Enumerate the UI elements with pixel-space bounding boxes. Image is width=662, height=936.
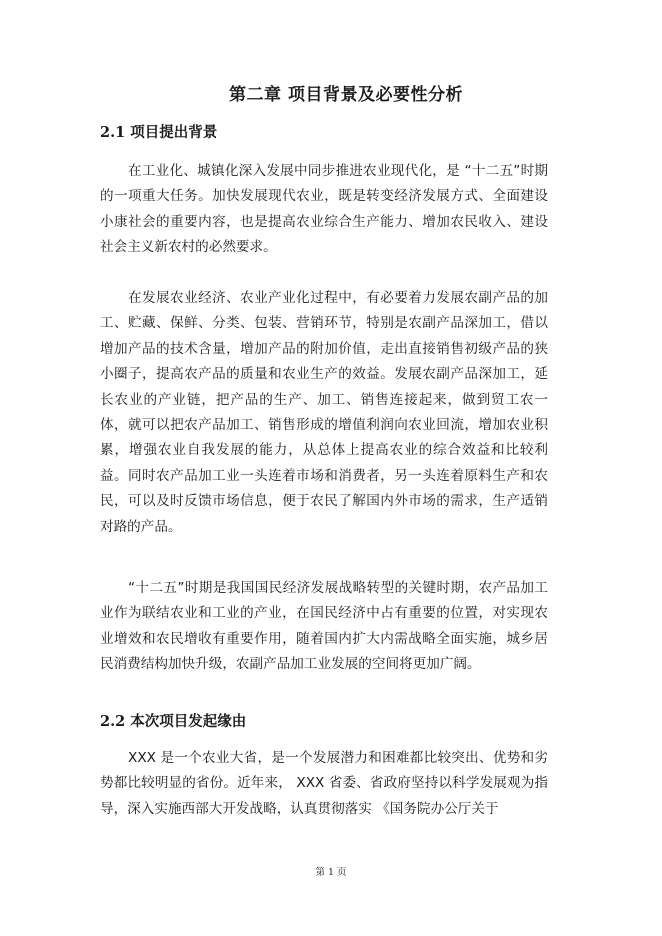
paragraph-2-1-1: 在工业化、城镇化深入发展中同步推进农业现代化，是 “十二五”时期的一项重大任务。加快发展现代农业，既是转变经济发展方式、全面建设小康社会的重要内容，也是提高农业综合生产能力、增加农民收入、建设社会主义新农村的必然要求。 xyxy=(100,163,548,256)
paragraph-2-1-2: 在发展农业经济、农业产业化过程中，有必要着力发展农副产品的加工、贮藏、保鲜、分类、包装、营销环节，特别是农副产品深加工，借以增加产品的技术含量，增加产品的附加价值，走出直接销售初级产品的狭小圈子，提高农产品的质量和农业生产的效益。发展农副产品深加工，延长农业的产业链，把产品的生产、加工、销售连接起来，做到贸工农一体，就可以把农产品加工、销售形成的增值利润向农业回流，增加农业积累，增强农业自我发展的能力，从总体上提高农业的综合效益和比较利益。同时农产品加工业一头连着市场和消费者，另一头连着原料生产和农民，可以及时反馈市场信息，便于农民了解国内外市场的需求，生产适销对路的产品。 xyxy=(100,290,548,535)
paragraph-2-2-1: XXX 是一个农业大省，是一个发展潜力和困难都比较突出、优势和劣势都比较明显的省份。近年来， XXX 省委、省政府坚持以科学发展观为指导，深入实施西部大开发战略，认真贯彻落实 《国务院办公厅关于 xyxy=(100,750,548,817)
paragraph-2-1-3: “十二五”时期是我国国民经济发展战略转型的关键时期，农产品加工业作为联结农业和工业的产业，在国民经济中占有重要的位置，对实现农业增效和农民增收有重要作用，随着国内扩大内需战略全面实施，城乡居民消费结构加快升级，农副产品加工业发展的空间将更加广阔。 xyxy=(100,580,548,673)
section-heading-2-1: 2.1 项目提出背景 xyxy=(100,124,218,141)
section-heading-2-2: 2.2 本次项目发起缘由 xyxy=(100,713,247,730)
page-number: 第 1 页 xyxy=(315,867,347,878)
chapter-title: 第二章 项目背景及必要性分析 xyxy=(229,85,463,105)
